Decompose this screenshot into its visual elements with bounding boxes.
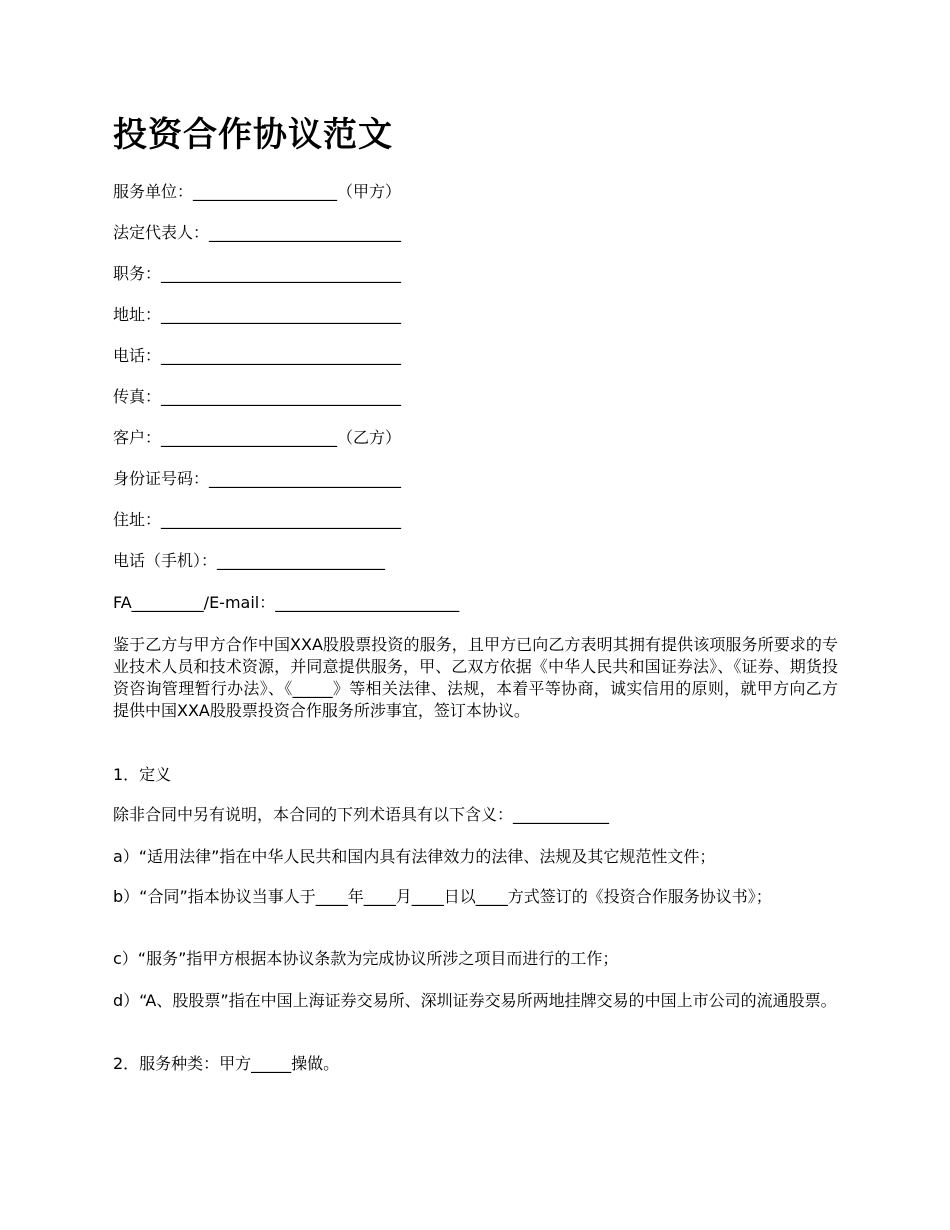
field-id-number: 身份证号码：________________________ (113, 469, 402, 488)
intro-paragraph: 鉴于乙方与甲方合作中国XXA股股票投资的服务，且甲方已向乙方表明其拥有提供该项服务所要求的专业技术人员和技术资源，并同意提供服务，甲、乙双方依据《中华人民共和国证券法》、《证券、期货投资咨询管理暂行办法》、《_____》等相关法律、法规，本着平等协商，诚实信用的原则，就甲方向乙方提供中国XXA股股票投资合作服务所涉事宜，签订本协议。 (113, 635, 838, 720)
field-legal-representative: 法定代表人：________________________ (113, 223, 402, 242)
document-title: 投资合作协议范文 (113, 115, 393, 155)
field-fax: 传真：______________________________ (113, 387, 402, 406)
field-service-unit: 服务单位：__________________（甲方） (113, 182, 402, 201)
definition-intro: 除非合同中另有说明，本合同的下列术语具有以下含义：____________ (113, 805, 610, 824)
definition-d: d）“A、股股票”指在中国上海证券交易所、深圳证券交易所两地挂牌交易的中国上市公司的流通股票。 (113, 991, 837, 1010)
definition-c: c）“服务”指甲方根据本协议条款为完成协议所涉之项目而进行的工作； (113, 949, 619, 968)
field-client: 客户：______________________（乙方） (113, 428, 402, 447)
section-1-heading: 1．定义 (113, 765, 172, 784)
definition-b: b）“合同”指本协议当事人于____年____月____日以____方式签订的《投资合作服务协议书》； (113, 887, 772, 906)
field-residence: 住址：______________________________ (113, 510, 402, 529)
section-2-service-type: 2．服务种类：甲方_____操做。 (113, 1054, 340, 1073)
definition-a: a）“适用法律”指在中华人民共和国内具有法律效力的法律、法规及其它规范性文件； (113, 847, 716, 866)
field-address: 地址：______________________________ (113, 305, 402, 324)
field-fax-email: FA_________/E-mail：_______________________ (113, 593, 460, 612)
field-telephone: 电话：______________________________ (113, 346, 402, 365)
field-position: 职务：______________________________ (113, 264, 402, 283)
field-mobile-phone: 电话（手机）：_____________________ (113, 551, 386, 570)
